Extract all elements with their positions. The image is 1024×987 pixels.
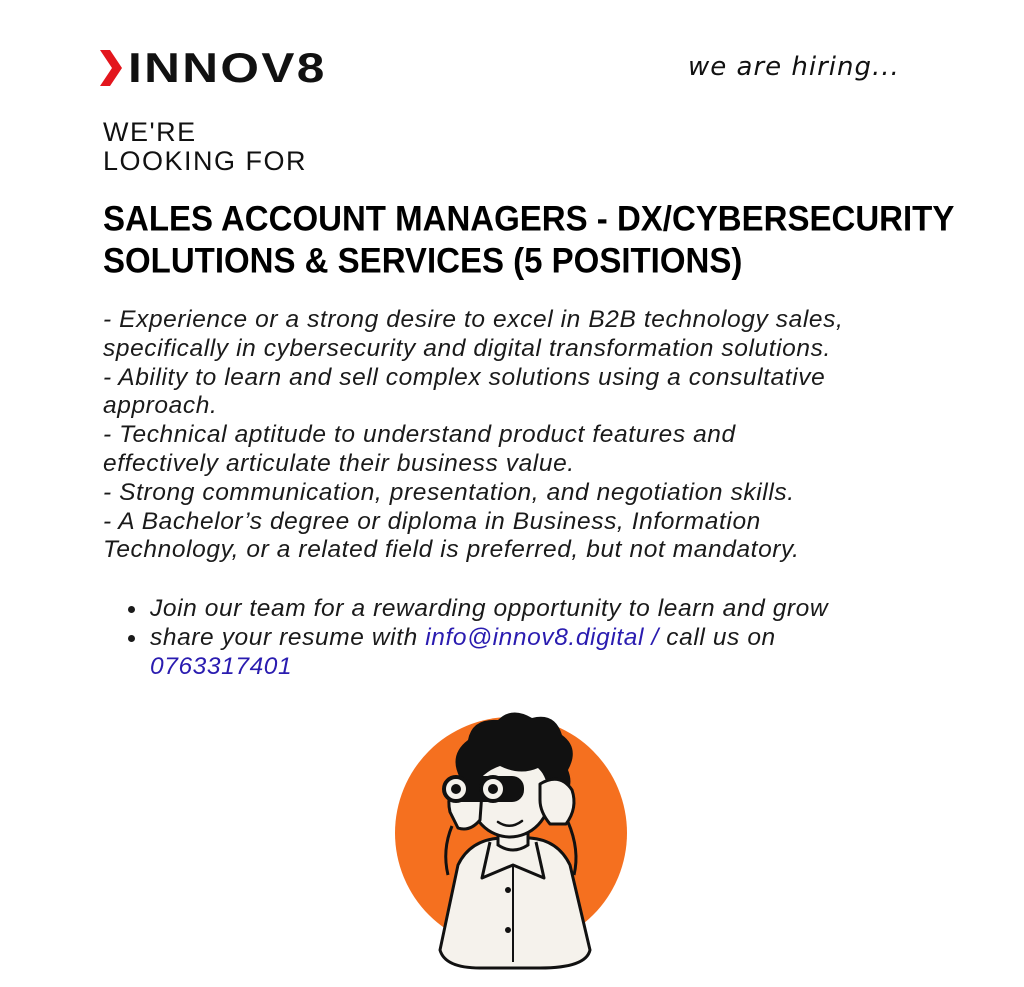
requirement-line: effectively articulate their business value.	[103, 449, 575, 477]
position-title-line-1: SALES ACCOUNT MANAGERS - DX/CYBERSECURITY	[103, 198, 955, 239]
requirement-line: specifically in cybersecurity and digital transformation solutions.	[103, 334, 831, 362]
requirements-list	[103, 306, 963, 565]
bullet-dot-icon	[128, 606, 135, 613]
requirement-line: Technology, or a related field is preferred, but not mandatory.	[103, 536, 800, 564]
binoculars-icon	[444, 776, 524, 802]
innov8-logo	[100, 44, 327, 91]
logo-text: INNOV8	[128, 44, 327, 91]
requirement-line: approach.	[103, 392, 218, 420]
person-with-binoculars-illustration	[390, 700, 640, 970]
bullet-join-text: Join our team for a rewarding opportunity to learn and grow	[150, 595, 829, 622]
contact-prefix-text: share your resume with	[150, 624, 426, 651]
hiring-tagline: we are hiring...	[688, 52, 900, 82]
bullet-item-contact	[128, 623, 948, 652]
bullet-dot-icon	[128, 635, 135, 642]
bullet-item-phone	[128, 652, 948, 681]
contact-suffix-text: call us on	[658, 624, 776, 651]
requirement-line: - Ability to learn and sell complex solutions using a consultative	[103, 363, 826, 391]
requirement-line: - Technical aptitude to understand product features and	[103, 421, 736, 449]
bullet-item-join	[128, 594, 948, 623]
position-title	[103, 197, 955, 281]
requirement-line: - Experience or a strong desire to excel in B2B technology sales,	[103, 306, 844, 333]
contact-bullets	[128, 594, 948, 681]
requirement-line: - Strong communication, presentation, and negotiation skills.	[103, 478, 795, 506]
intro-heading	[103, 118, 307, 176]
phone-link[interactable]: 0763317401	[150, 653, 293, 680]
intro-line-2: LOOKING FOR	[103, 146, 308, 176]
chevron-right-icon	[100, 50, 122, 86]
position-title-line-2: SOLUTIONS & SERVICES (5 POSITIONS)	[103, 240, 743, 281]
intro-line-1: WE'RE	[103, 117, 197, 147]
requirement-line: - A Bachelor’s degree or diploma in Business, Information	[103, 507, 761, 535]
email-link[interactable]: info@innov8.digital /	[425, 624, 659, 651]
